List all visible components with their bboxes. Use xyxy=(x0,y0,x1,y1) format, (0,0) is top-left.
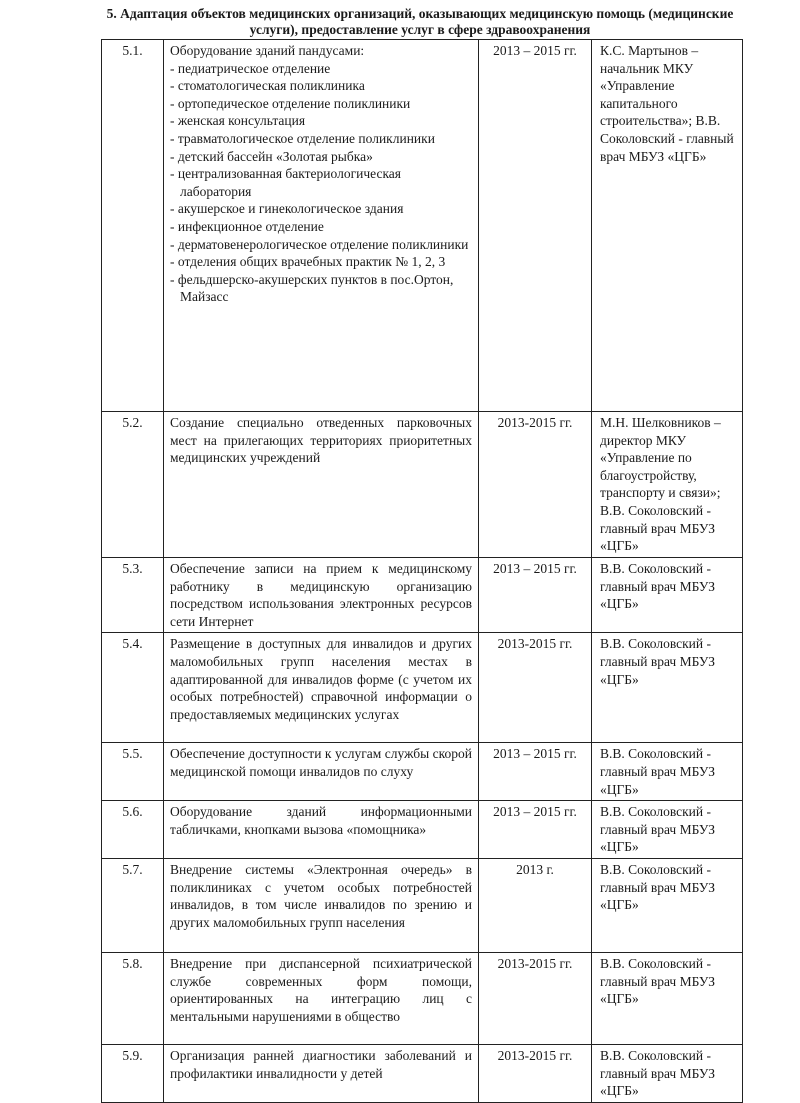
deadline: 2013 – 2015 гг. xyxy=(479,743,592,801)
deadline: 2013-2015 гг. xyxy=(479,1044,592,1102)
table-row xyxy=(102,1044,743,1102)
list-item: - ортопедическое отделение поликлиники xyxy=(170,95,411,111)
row-number: 5.1. xyxy=(102,40,164,412)
list-item: - акушерское и гинекологическое здания xyxy=(170,201,404,217)
deadline: 2013 – 2015 гг. xyxy=(479,40,592,412)
responsible: В.В. Соколовский - главный врач МБУЗ «ЦГБ» xyxy=(592,633,743,743)
responsible: В.В. Соколовский - главный врач МБУЗ «ЦГБ» xyxy=(592,743,743,801)
measure-description: Организация ранней диагностики заболеваний и профилактики инвалидности у детей xyxy=(164,1044,479,1102)
row-number: 5.7. xyxy=(102,858,164,952)
list-item: - травматологическое отделение поликлиники xyxy=(170,130,435,146)
list-item: - отделения общих врачебных практик № 1, 2, 3 xyxy=(170,254,446,270)
measure-description: Обеспечение доступности к услугам службы скорой медицинской помощи инвалидов по слуху xyxy=(164,743,479,801)
list-item: - женская консультация xyxy=(170,113,306,129)
responsible: К.С. Мартынов – начальник МКУ «Управление капитального строительства»; В.В. Соколовский - главный врач МБУЗ «ЦГБ» xyxy=(592,40,743,412)
table-row xyxy=(102,743,743,801)
responsible: В.В. Соколовский - главный врач МБУЗ «ЦГБ» xyxy=(592,558,743,633)
responsible: В.В. Соколовский - главный врач МБУЗ «ЦГБ» xyxy=(592,1044,743,1102)
measure-description: Обеспечение записи на прием к медицинскому работнику в медицинскую организацию посредством использования электронных ресурсов сети Интернет xyxy=(164,558,479,633)
measure-description: Внедрение системы «Электронная очередь» в поликлиниках с учетом особых потребностей инвалидов, в том числе инвалидов по зрению и других маломобильных групп населения xyxy=(164,858,479,952)
deadline: 2013-2015 гг. xyxy=(479,952,592,1044)
list-item: - централизованная бактериологическая лаборатория xyxy=(170,166,402,199)
table-row xyxy=(102,40,743,412)
row-number: 5.3. xyxy=(102,558,164,633)
row-number: 5.4. xyxy=(102,633,164,743)
measures-table xyxy=(101,39,743,1103)
list-item: - детский бассейн «Золотая рыбка» xyxy=(170,148,373,164)
measure-description: Создание специально отведенных парковочных мест на прилегающих территориях приоритетных медицинских учреждений xyxy=(164,412,479,558)
deadline: 2013-2015 гг. xyxy=(479,633,592,743)
list-item: - инфекционное отделение xyxy=(170,218,324,234)
list-item: - фельдшерско-акушерских пунктов в пос.Ортон, Майзасс xyxy=(170,271,454,305)
table-row xyxy=(102,633,743,743)
deadline: 2013 – 2015 гг. xyxy=(479,558,592,633)
table-row xyxy=(102,801,743,859)
responsible: В.В. Соколовский - главный врач МБУЗ «ЦГБ» xyxy=(592,801,743,859)
row-number: 5.9. xyxy=(102,1044,164,1102)
table-row xyxy=(102,858,743,952)
section-title: 5. Адаптация объектов медицинских организаций, оказывающих медицинскую помощь (медицинские услуги), предоставление услуг в сфере здравоохранения xyxy=(106,6,734,37)
list-item: - педиатрическое отделение xyxy=(170,60,331,76)
deadline: 2013 – 2015 гг. xyxy=(479,801,592,859)
measure-intro: Оборудование зданий пандусами: xyxy=(170,43,365,58)
responsible: М.Н. Шелковников – директор МКУ «Управление по благоустройству, транспорту и связи»; В.В. Соколовский - главный врач МБУЗ «ЦГБ» xyxy=(592,412,743,558)
row-number: 5.2. xyxy=(102,412,164,558)
list-item: - дерматовенерологическое отделение поликлиники xyxy=(170,236,469,252)
responsible: В.В. Соколовский - главный врач МБУЗ «ЦГБ» xyxy=(592,952,743,1044)
measure-description: Размещение в доступных для инвалидов и других маломобильных групп населения местах в адаптированной для инвалидов форме (с учетом их особых потребностей) справочной информации о предоставляемых медицинских услугах xyxy=(164,633,479,743)
table-row xyxy=(102,558,743,633)
measure-description xyxy=(164,40,479,412)
list-item: - стоматологическая поликлиника xyxy=(170,78,365,94)
table-row xyxy=(102,952,743,1044)
measure-description: Внедрение при диспансерной психиатрической службе современных форм помощи, ориентированных на интеграцию лиц с ментальными нарушениями в общество xyxy=(164,952,479,1044)
table-row xyxy=(102,412,743,558)
row-number: 5.8. xyxy=(102,952,164,1044)
measure-description: Оборудование зданий информационными табличками, кнопками вызова «помощника» xyxy=(164,801,479,859)
deadline: 2013-2015 гг. xyxy=(479,412,592,558)
responsible: В.В. Соколовский - главный врач МБУЗ «ЦГБ» xyxy=(592,858,743,952)
row-number: 5.5. xyxy=(102,743,164,801)
deadline: 2013 г. xyxy=(479,858,592,952)
row-number: 5.6. xyxy=(102,801,164,859)
